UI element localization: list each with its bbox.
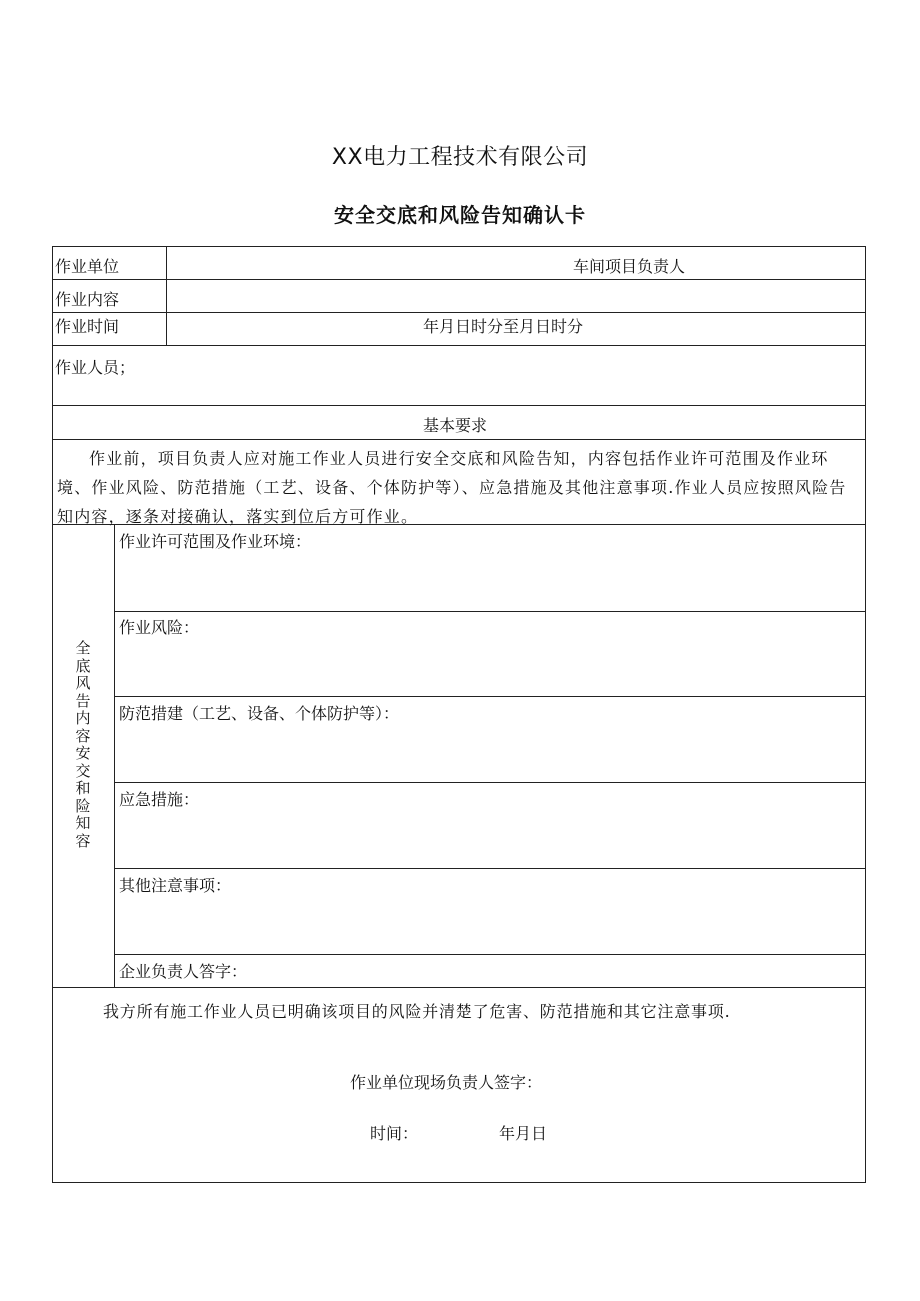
personnel-label: 作业人员；	[55, 358, 136, 377]
side-label-char: 风	[75, 674, 91, 692]
time-label: 作业时间	[55, 317, 120, 336]
enterprise-sign-label: 企业负责人答字：	[119, 962, 248, 981]
row-divider	[114, 868, 866, 869]
measures-section-label: 防范措建（工艺、设备、个体防护等）：	[119, 704, 400, 723]
other-section-label: 其他注意事项：	[119, 876, 232, 895]
row-divider	[53, 987, 866, 988]
row-divider	[114, 782, 866, 783]
side-label-char: 安	[75, 744, 91, 762]
row-divider	[114, 611, 866, 612]
confirmation-form	[52, 246, 866, 1183]
content-label: 作业内容	[55, 290, 120, 309]
side-vertical-label	[53, 640, 113, 850]
confirmation-text: 我方所有施工作业人员已明确该项目的风险并清楚了危害、防范措施和其它注意事项.	[103, 1002, 731, 1021]
date-label: 年月日	[499, 1124, 548, 1143]
row-divider	[53, 279, 866, 280]
side-label-char: 容	[75, 831, 91, 850]
side-label-char: 告	[75, 691, 91, 710]
risk-section-label: 作业风险：	[119, 618, 200, 637]
site-sign-label: 作业单位现场负责人签字：	[350, 1073, 543, 1092]
side-label-char: 知	[75, 814, 91, 832]
project-leader-label: 车间项目负责人	[573, 257, 686, 276]
requirements-title: 基本要求	[423, 416, 488, 435]
row-divider	[53, 312, 866, 313]
row-divider	[53, 439, 866, 440]
time-sign-label: 时间：	[370, 1124, 419, 1143]
col-divider	[114, 524, 115, 987]
row-divider	[53, 345, 866, 346]
side-label-char: 和	[75, 779, 91, 797]
col-divider	[166, 247, 167, 345]
time-value: 年月日时分至月日时分	[423, 317, 584, 336]
emergency-section-label: 应急措施：	[119, 790, 200, 809]
side-label-char: 险	[75, 796, 91, 815]
side-label-char: 内	[75, 709, 91, 727]
scope-section-label: 作业许可范围及作业环境：	[119, 532, 312, 551]
requirements-paragraph: 作业前，项目负责人应对施工作业人员进行安全交底和风险告知，内容包括作业许可范围及作业环境、作业风险、防范措施（工艺、设备、个体防护等）、应急措施及其他注意事项.作业人员应按照风险告知内容，逐条对接确认，落实到位后方可作业。	[57, 449, 847, 526]
side-label-char: 交	[75, 761, 91, 780]
side-label-char: 容	[75, 726, 91, 745]
unit-label: 作业单位	[55, 257, 120, 276]
company-name: XX电力工程技术有限公司	[331, 145, 589, 170]
side-label-char: 底	[75, 656, 91, 675]
form-title: 安全交底和风险告知确认卡	[334, 203, 586, 227]
requirements-text	[53, 444, 866, 531]
row-divider	[53, 405, 866, 406]
row-divider	[114, 696, 866, 697]
side-label-char: 全	[75, 639, 91, 657]
row-divider	[114, 954, 866, 955]
